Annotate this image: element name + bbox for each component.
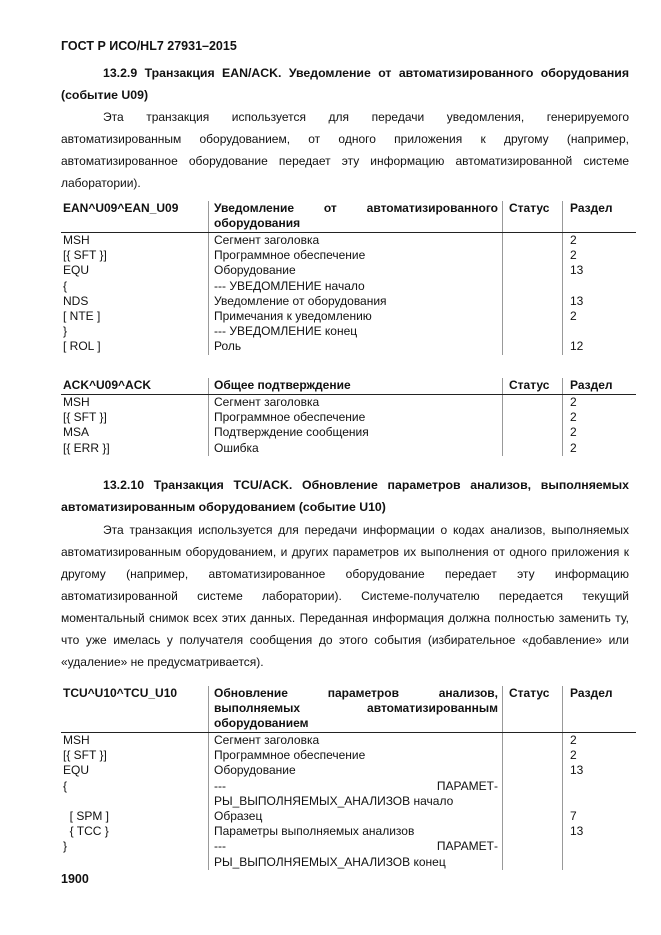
table-cell: [{ SFT }] xyxy=(63,410,107,425)
table-row xyxy=(61,324,636,339)
table-cell: 2 xyxy=(570,425,577,440)
table-cell: { xyxy=(63,778,68,793)
table-cell: [ NTE ] xyxy=(63,308,101,323)
header-cell: EAN^U09^EAN_U09 xyxy=(63,201,179,215)
cell-text-part: --- xyxy=(214,839,226,854)
header-cell: Уведомление от автоматизированного оборудования xyxy=(214,201,498,230)
table-cell: MSA xyxy=(63,425,90,440)
header-cell: Раздел xyxy=(570,378,613,392)
table-cell xyxy=(214,779,498,794)
table-cell: 2 xyxy=(570,233,577,247)
table-cell: Сегмент заголовка xyxy=(214,395,320,409)
table-row xyxy=(61,263,636,278)
header-cell: Статус xyxy=(509,686,550,700)
table-row xyxy=(61,794,636,809)
header-cell: Обновление параметров анализов, выполняемых автоматизированным оборудованием xyxy=(214,686,498,730)
table-ack-u09 xyxy=(61,378,636,456)
table-row xyxy=(61,748,636,763)
table-cell: [{ ERR }] xyxy=(63,440,110,455)
table-row xyxy=(61,441,636,456)
table-ean-u09 xyxy=(61,201,636,355)
table-row xyxy=(61,839,636,854)
table-cell: 13 xyxy=(570,824,584,839)
table-row xyxy=(61,248,636,263)
header-cell: ACK^U09^ACK xyxy=(63,378,152,392)
cell-text-part: ПАРАМЕТ- xyxy=(436,778,498,793)
table-header xyxy=(61,686,636,733)
table-row xyxy=(61,824,636,839)
table-cell: 2 xyxy=(570,395,577,409)
header-cell: Раздел xyxy=(570,201,613,215)
header-cell: Раздел xyxy=(570,686,613,700)
page-number: 1900 xyxy=(61,872,89,886)
table-cell: Роль xyxy=(214,339,242,354)
section-paragraph-13-2-10 xyxy=(61,519,629,673)
table-cell: 13 xyxy=(570,263,584,278)
table-cell: Сегмент заголовка xyxy=(214,733,320,747)
table-cell: Оборудование xyxy=(214,263,296,278)
table-cell: --- УВЕДОМЛЕНИЕ начало xyxy=(214,278,365,293)
table-cell: [{ SFT }] xyxy=(63,748,107,763)
header-cell: TCU^U10^TCU_U10 xyxy=(63,686,178,700)
table-cell: } xyxy=(63,324,68,339)
table-cell: 2 xyxy=(570,248,577,263)
table-row xyxy=(61,309,636,324)
table-cell: Образец xyxy=(214,808,263,823)
table-cell: Примечания к уведомлению xyxy=(214,308,372,323)
table-header xyxy=(61,201,636,233)
table-tcu-u10 xyxy=(61,686,636,870)
table-cell: { TCC } xyxy=(63,824,109,839)
table-cell: [ SPM ] xyxy=(63,808,110,823)
table-cell: 2 xyxy=(570,308,577,323)
table-cell xyxy=(214,839,498,854)
table-cell: Программное обеспечение xyxy=(214,248,366,263)
table-row xyxy=(61,294,636,309)
table-cell: 12 xyxy=(570,339,584,354)
table-cell: [{ SFT }] xyxy=(63,248,107,263)
table-cell: Подтверждение сообщения xyxy=(214,425,369,440)
table-cell: MSH xyxy=(63,733,90,747)
table-row xyxy=(61,733,636,748)
section-paragraph-13-2-9 xyxy=(61,106,629,194)
table-cell: Оборудование xyxy=(214,763,296,778)
table-cell: } xyxy=(63,839,68,854)
table-cell: 2 xyxy=(570,440,577,455)
table-cell: Программное обеспечение xyxy=(214,748,366,763)
standard-header: ГОСТ Р ИСО/HL7 27931–2015 xyxy=(61,39,237,53)
table-cell: РЫ_ВЫПОЛНЯЕМЫХ_АНАЛИЗОВ начало xyxy=(214,793,454,808)
table-cell: 13 xyxy=(570,293,584,308)
table-row xyxy=(61,339,636,354)
paragraph-text: Эта транзакция используется для передачи информации о кодах анализов, выполняемых автоматизированным оборудованием, и других параметров их выполнения от одного приложения к другому (например, автоматизированное оборудование передает эту информацию автоматизированной системе лаборатории). Системе-получателю передается текущий моментальный снимок всех этих данных. Переданная информация должна полностью заменить ту, что уже имелась у получателя сообщения до этого события (избирательное «добавление» или «удаление» не предусматривается). xyxy=(61,523,629,669)
table-cell: 13 xyxy=(570,763,584,778)
table-cell: Ошибка xyxy=(214,440,259,455)
table-cell: 2 xyxy=(570,733,577,747)
section-heading-13-2-10 xyxy=(61,474,629,518)
table-cell: --- УВЕДОМЛЕНИЕ конец xyxy=(214,324,358,339)
table-row xyxy=(61,763,636,778)
table-cell: 2 xyxy=(570,410,577,425)
table-row xyxy=(61,279,636,294)
table-row xyxy=(61,233,636,248)
table-row xyxy=(61,809,636,824)
table-row xyxy=(61,395,636,410)
header-cell: Статус xyxy=(509,378,550,392)
table-cell: EQU xyxy=(63,763,90,778)
cell-text-part: --- xyxy=(214,778,226,793)
table-row xyxy=(61,425,636,440)
paragraph-text: Эта транзакция используется для передачи уведомления, генерируемого автоматизированным оборудованием, от одного приложения к другому (например, автоматизированное оборудование передает эту информацию автоматизированной системе лаборатории). xyxy=(61,110,629,190)
table-cell: Программное обеспечение xyxy=(214,410,366,425)
table-header xyxy=(61,378,636,395)
section-heading-text: 13.2.9 Транзакция EAN/ACK. Уведомление от автоматизированного оборудования (событие U09) xyxy=(61,66,629,102)
table-cell: { xyxy=(63,278,68,293)
table-row xyxy=(61,779,636,794)
table-cell: [ ROL ] xyxy=(63,339,101,354)
table-cell: MSH xyxy=(63,233,90,247)
table-cell: EQU xyxy=(63,263,90,278)
table-cell: MSH xyxy=(63,395,90,409)
cell-text-part: ПАРАМЕТ- xyxy=(436,839,498,854)
table-cell: Уведомление от оборудования xyxy=(214,293,387,308)
header-cell: Статус xyxy=(509,201,550,215)
table-row xyxy=(61,410,636,425)
table-cell: NDS xyxy=(63,293,89,308)
table-row xyxy=(61,855,636,870)
table-cell: РЫ_ВЫПОЛНЯЕМЫХ_АНАЛИЗОВ конец xyxy=(214,854,446,869)
section-heading-13-2-9 xyxy=(61,62,629,106)
section-heading-text: 13.2.10 Транзакция TCU/ACK. Обновление параметров анализов, выполняемых автоматизированным оборудованием (событие U10) xyxy=(61,478,629,514)
table-cell: 7 xyxy=(570,808,577,823)
table-cell: 2 xyxy=(570,748,577,763)
table-cell: Сегмент заголовка xyxy=(214,233,320,247)
header-cell: Общее подтверждение xyxy=(214,378,351,392)
table-cell: Параметры выполняемых анализов xyxy=(214,824,415,839)
